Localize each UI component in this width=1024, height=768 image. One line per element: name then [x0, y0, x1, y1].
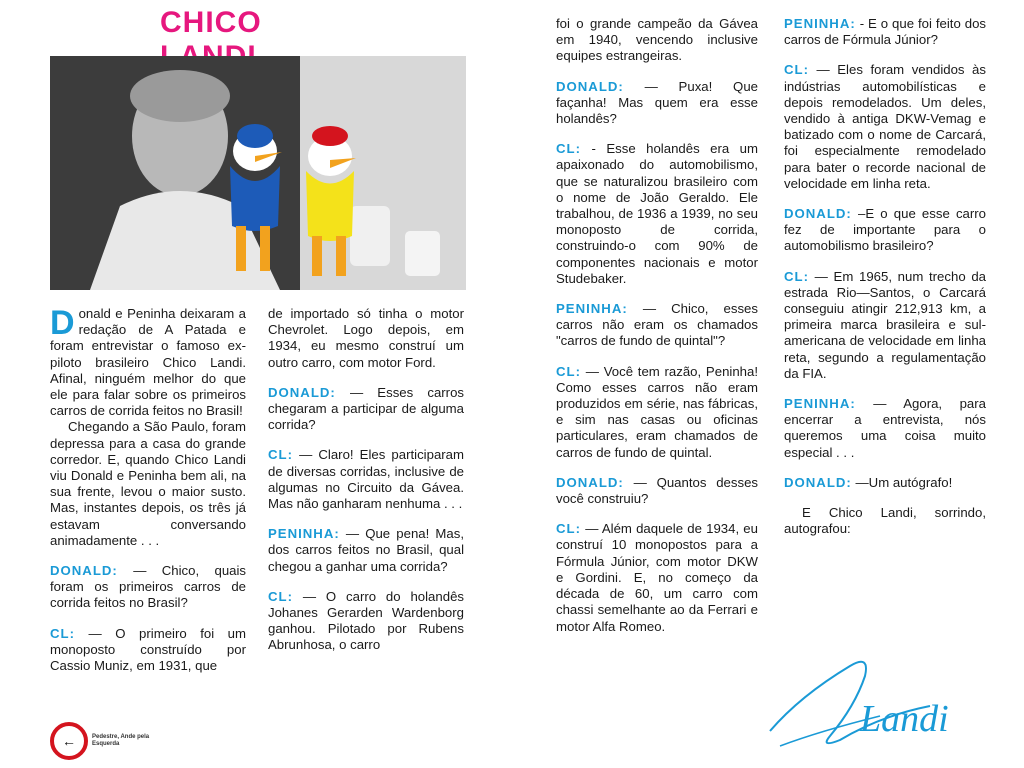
intro-paragraph-2: Chegando a São Paulo, foram depressa para a casa do grande corredor. E, quando Chico Landi viu Donald e Peninha bem ali, na sua frente, levou o maior susto. Mas, instantes depois, os três já estavam conversando animadamente . . . [50, 419, 246, 548]
signature-drawing [760, 636, 990, 756]
dialogue-line: CL: — O primeiro foi um monoposto construído por Cassio Muniz, em 1931, que [50, 625, 246, 674]
column-3 [556, 16, 758, 649]
dialogue-line: PENINHA: — Chico, esses carros não eram os chamados "carros de fundo de quintal"? [556, 301, 758, 349]
dialogue-line: CL: - Esse holandês era um apaixonado do automobilismo, que se naturalizou brasileiro com o nome de João Geraldo. Ele trabalhou, de 1936 a 1939, no seu monoposto de corrida, construindo-o com 90% de componentes nacionais e motor Studebaker. [556, 141, 758, 286]
article-photo [50, 56, 466, 290]
arrow-left-icon: ← [50, 722, 88, 760]
dialogue-line: de importado só tinha o motor Chevrolet. Logo depois, em 1934, eu mesmo construí um outro carro, com motor Ford. [268, 306, 464, 370]
column-4 [784, 16, 986, 551]
dialogue-line: CL: — Além daquele de 1934, eu construí 10 monopostos para a Fórmula Júnior, com motor DKW e Gordini. E, no começo da década de 60, um carro com chassi semelhante ao da Ferrari e motor Alfa Romeo. [556, 521, 758, 634]
column-1 [50, 306, 246, 688]
dialogue-line: DONALD: — Esses carros chegaram a participar de alguma corrida? [268, 384, 464, 433]
dialogue-line: PENINHA: — Que pena! Mas, dos carros feitos no Brasil, qual chegou a ganhar uma corrida? [268, 526, 464, 574]
signature [760, 636, 990, 756]
column-2 [268, 306, 464, 668]
dialogue-line: CL: — O carro do holandês Johanes Gerarden Wardenborg ganhou. Pilotado por Rubens Abrunhosa, o carro [268, 588, 464, 653]
logo-caption: Pedestre, Ande pela Esquerda [92, 734, 150, 747]
dialogue-line: PENINHA: — Agora, para encerrar a entrevista, nós queremos uma coisa muito especial . . . [784, 396, 986, 460]
dialogue-line: DONALD: — Quantos desses você construiu? [556, 474, 759, 507]
dialogue-line: DONALD: — Puxa! Que façanha! Mas quem era esse holandês? [556, 78, 758, 127]
dialogue-line: CL: — Claro! Eles participaram de diversas corridas, inclusive de algumas no Circuito da Gávea. Mas não ganharam nenhuma . . . [268, 447, 464, 512]
dialogue-line: DONALD: –E o que esse carro fez de importante para o automobilismo brasileiro? [784, 206, 986, 254]
dialogue-line: foi o grande campeão da Gávea em 1940, vencendo inclusive equipes estrangeiras. [556, 16, 758, 64]
drop-cap: D [50, 304, 75, 342]
dialogue-line: DONALD: —Um autógrafo! [784, 474, 953, 490]
dialogue-line: CL: — Em 1965, num trecho da estrada Rio—Santos, o Carcará conseguiu atingir 212,913 km, a primeira marca brasileira e sul-americana de velocidade em linha reta, segundo a regulamentação da FIA. [784, 268, 987, 381]
intro-paragraph-1: Donald e Peninha deixaram a redação de A Patada e foram entrevistar o famoso ex-piloto brasileiro Chico Landi. Afinal, ninguém melhor do que ele para falar sobre os primeiros carros de corrida feitos no Brasil! [50, 304, 246, 419]
closing-line: E Chico Landi, sorrindo, autografou: [784, 505, 986, 537]
signature-text: Landi [860, 698, 949, 740]
dialogue-line: CL: — Você tem razão, Peninha! Como esses carros não eram produzidos em série, nas fábricas, e sim nas casas ou oficinas particulares, eram chamados de carros de fundo de quintal. [556, 363, 758, 460]
pedestrian-logo [50, 722, 180, 762]
dialogue-line: PENINHA: - E o que foi feito dos carros de Fórmula Júnior? [784, 16, 987, 48]
dialogue-line: DONALD: — Chico, quais foram os primeiros carros de corrida feitos no Brasil? [50, 563, 247, 611]
dialogue-line: CL: — Eles foram vendidos às indústrias automobilísticas e depois remodelados. Um deles, vendido à antiga DKW-Vemag e batizado com o nome de Carcará, foi especialmente remodelado para bater o recorde nacional de velocidade em linha reta. [784, 62, 986, 191]
article-title: CHICO [160, 6, 262, 39]
photo-illustration [50, 56, 466, 290]
